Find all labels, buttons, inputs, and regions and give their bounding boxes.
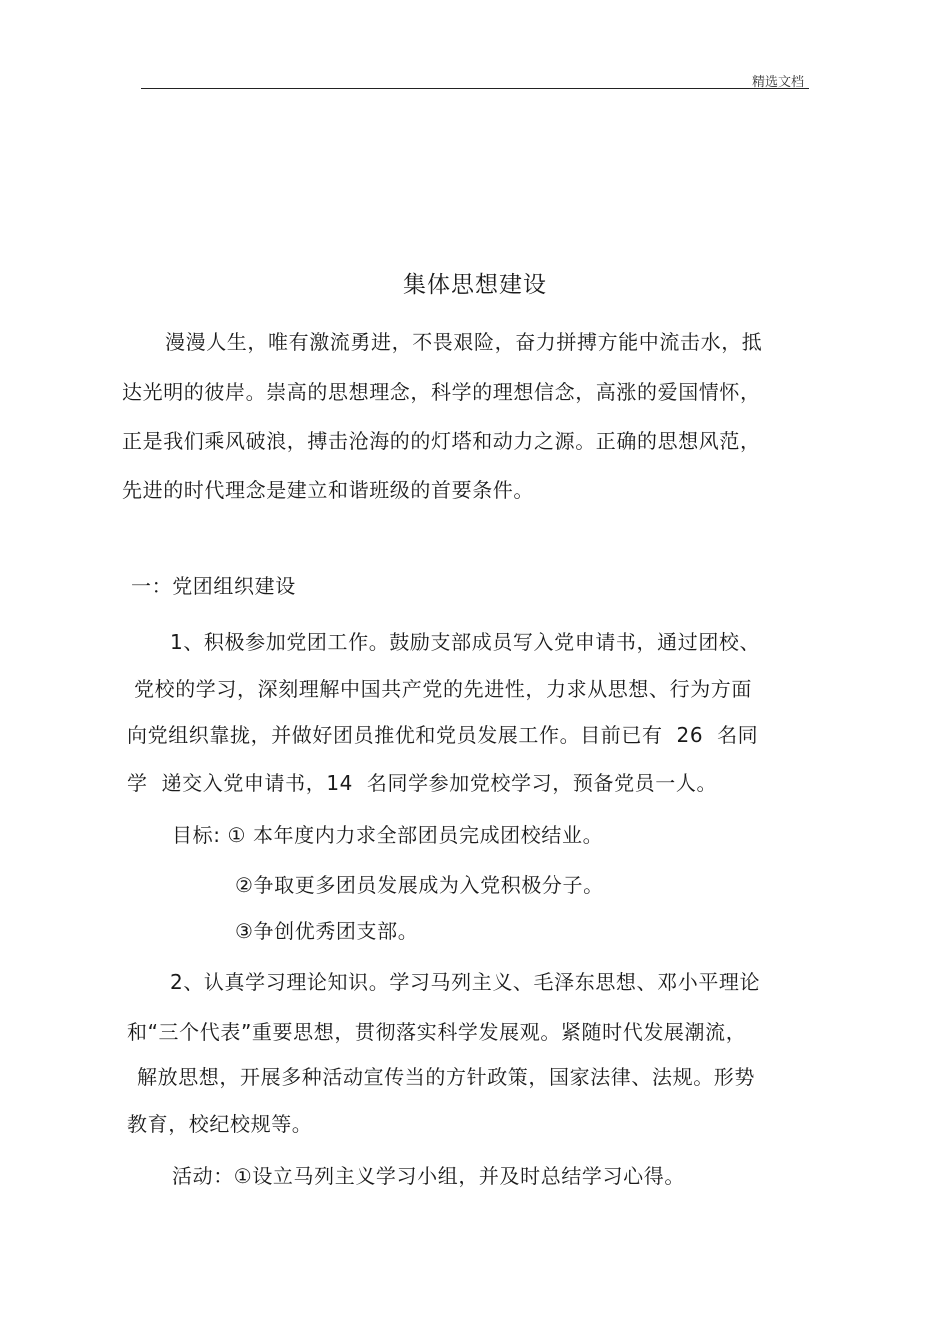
item2-line-2: 和“三个代表”重要思想，贯彻落实科学发展观。紧随时代发展潮流， <box>127 1020 747 1044</box>
intro-line-4: 先进的时代理念是建立和谐班级的首要条件。 <box>122 478 534 502</box>
document-title: 集体思想建设 <box>403 272 547 298</box>
item1-line-2: 党校的学习，深刻理解中国共产党的先进性，力求从思想、行为方面 <box>134 677 752 701</box>
item1-line-3: 向党组织靠拢，并做好团员推优和党员发展工作。目前已有 26 名同 <box>127 723 759 747</box>
item1-line-1: 1、积极参加党团工作。鼓励支部成员写入党申请书，通过团校、 <box>170 630 761 654</box>
item1-line-4: 学 递交入党申请书，14 名同学参加党校学习，预备党员一人。 <box>127 771 718 795</box>
intro-line-3: 正是我们乘风破浪，搏击沧海的的灯塔和动力之源。正确的思想风范， <box>122 429 761 453</box>
header-label: 精选文档 <box>752 75 805 90</box>
goal-line-2: ②争取更多团员发展成为入党积极分子。 <box>235 873 604 897</box>
intro-line-1: 漫漫人生，唯有激流勇进，不畏艰险，奋力拼搏方能中流击水，抵 <box>165 330 763 354</box>
activity-line-1: 活动：①设立马列主义学习小组，并及时总结学习心得。 <box>172 1164 685 1188</box>
item2-line-1: 2、认真学习理论知识。学习马列主义、毛泽东思想、邓小平理论 <box>170 970 761 994</box>
item2-line-3: 解放思想，开展多种活动宣传当的方针政策，国家法律、法规。形势 <box>137 1065 755 1089</box>
goal-line-1: 目标: ① 本年度内力求全部团员完成团校结业。 <box>172 823 604 847</box>
intro-line-2: 达光明的彼岸。崇高的思想理念，科学的理想信念，高涨的爱国情怀， <box>122 380 761 404</box>
item2-line-4: 教育，校纪校规等。 <box>127 1112 313 1136</box>
header-rule <box>141 88 809 89</box>
goal-line-3: ③争创优秀团支部。 <box>235 919 419 943</box>
section-heading: 一：党团组织建设 <box>131 574 296 598</box>
